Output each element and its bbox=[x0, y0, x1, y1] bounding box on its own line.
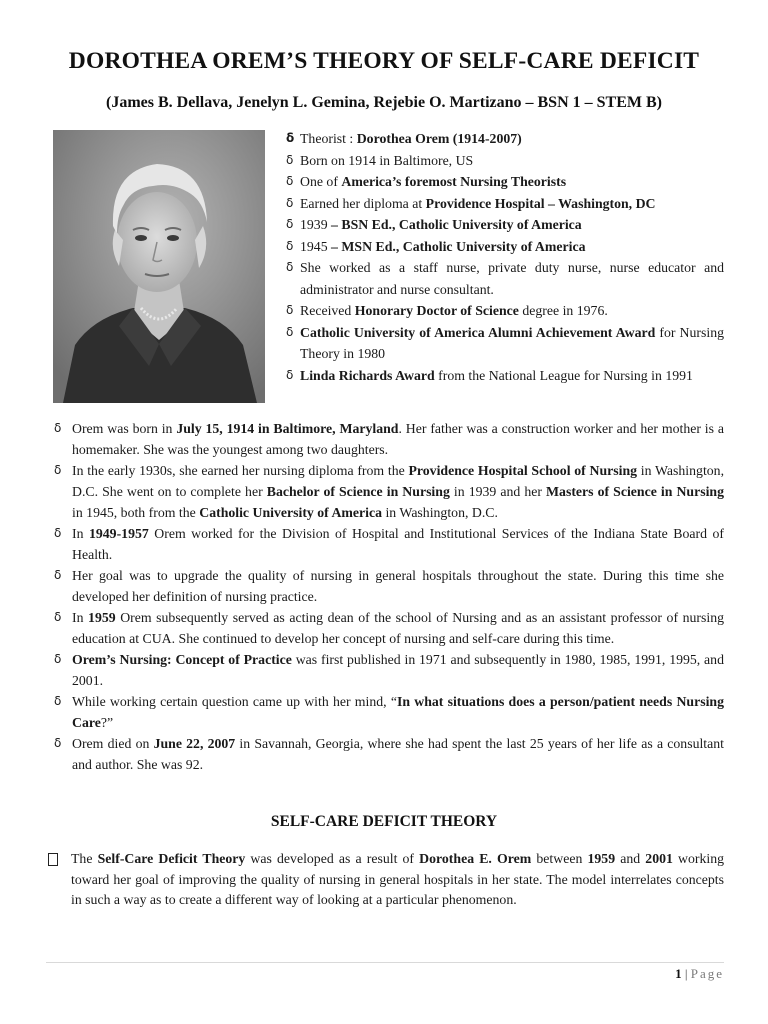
delta-bullet-icon: δ bbox=[286, 217, 294, 231]
bio-text: In the early 1930s, she earned her nursing diploma from the Providence Hospital School of Nursing in Washington, D.C. She went on to complete her Bachelor of Science in Nursing in 1939 and her Masters of Science in Nursing in 1945, both from the Catholic University of America in Washington, D.C. bbox=[72, 463, 725, 520]
bio-item bbox=[54, 691, 724, 733]
fact-text: Earned her diploma at Providence Hospital – Washington, DC bbox=[300, 195, 656, 211]
delta-bullet-icon: δ bbox=[54, 568, 62, 582]
fact-text: 1939 – BSN Ed., Catholic University of America bbox=[300, 217, 582, 232]
section-heading: SELF-CARE DEFICIT THEORY bbox=[270, 813, 498, 830]
fact-text: Received Honorary Doctor of Science degree in 1976. bbox=[300, 303, 608, 318]
fact-text: 1945 – MSN Ed., Catholic University of America bbox=[300, 238, 586, 254]
facts-list bbox=[286, 128, 724, 386]
bio-text: Her goal was to upgrade the quality of nursing in general hospitals throughout the state. During this time she developed her definition of nursing practice. bbox=[72, 568, 724, 604]
document-title: DOROTHEA OREM’S THEORY OF SELF-CARE DEFICIT bbox=[68, 48, 700, 74]
fact-item bbox=[286, 171, 724, 193]
fact-text: Born on 1914 in Baltimore, US bbox=[300, 152, 474, 168]
fact-item bbox=[286, 128, 724, 150]
bio-item bbox=[54, 649, 724, 691]
fact-item bbox=[286, 322, 724, 365]
page-separator: | bbox=[681, 966, 691, 981]
bio-item bbox=[54, 418, 724, 460]
delta-bullet-icon: δ bbox=[286, 367, 294, 382]
bio-item bbox=[54, 607, 724, 649]
delta-bullet-icon: δ bbox=[54, 610, 62, 624]
footer-divider bbox=[46, 962, 724, 963]
fact-text: Theorist : Dorothea Orem (1914-2007) bbox=[300, 131, 522, 146]
fact-item bbox=[286, 236, 724, 258]
portrait-photo bbox=[53, 130, 265, 403]
delta-bullet-icon: δ bbox=[286, 174, 294, 188]
page-word: Page bbox=[690, 966, 724, 981]
intro-paragraph bbox=[48, 849, 724, 911]
page-footer bbox=[675, 966, 724, 982]
delta-bullet-icon: δ bbox=[286, 238, 294, 253]
fact-item bbox=[286, 214, 724, 236]
bio-text: Orem died on June 22, 2007 in Savannah, Georgia, where she had spent the last 25 years of her life as a consultant and author. She was 92. bbox=[72, 736, 724, 772]
delta-bullet-icon: δ bbox=[286, 303, 294, 317]
delta-bullet-icon: δ bbox=[286, 324, 294, 339]
delta-bullet-icon: δ bbox=[54, 736, 62, 750]
bio-text: Orem was born in July 15, 1914 in Baltimore, Maryland. Her father was a construction worker and her mother is a homemaker. She was the youngest among two daughters. bbox=[72, 421, 724, 457]
bio-item bbox=[54, 733, 724, 775]
fact-item bbox=[286, 257, 724, 300]
authors-line: (James B. Dellava, Jenelyn L. Gemina, Rejebie O. Martizano – BSN 1 – STEM B) bbox=[106, 94, 662, 111]
fact-item bbox=[286, 300, 724, 322]
page-number: 1 bbox=[675, 966, 682, 981]
bio-item bbox=[54, 565, 724, 607]
delta-bullet-icon: δ bbox=[286, 260, 294, 274]
square-bullet-icon bbox=[48, 853, 58, 866]
bio-item bbox=[54, 523, 724, 565]
delta-bullet-icon: δ bbox=[286, 195, 294, 210]
delta-bullet-icon: δ bbox=[54, 694, 62, 708]
bio-text: Orem’s Nursing: Concept of Practice was first published in 1971 and subsequently in 1980, 1985, 1991, 1995, and 2001. bbox=[72, 652, 724, 688]
fact-text: One of America’s foremost Nursing Theorists bbox=[300, 174, 567, 189]
fact-item bbox=[286, 150, 724, 172]
fact-text: She worked as a staff nurse, private duty nurse, nurse educator and administrator and nurse consultant. bbox=[300, 260, 724, 297]
delta-bullet-icon: δ bbox=[54, 652, 62, 666]
intro-text: The Self-Care Deficit Theory was developed as a result of Dorothea E. Orem between 1959 and 2001 working toward her goal of improving the quality of nursing in general hospitals in her state. The model interrelates concepts in such a way as to create a different way of looking at a particular phenomenon. bbox=[71, 851, 725, 907]
biography-list bbox=[54, 418, 724, 775]
bio-item bbox=[54, 460, 724, 523]
delta-bullet-icon: δ bbox=[54, 463, 62, 477]
bio-text: In 1949-1957 Orem worked for the Division of Hospital and Institutional Services of the Indiana State Board of Health. bbox=[72, 526, 724, 562]
bio-text: In 1959 Orem subsequently served as acting dean of the school of Nursing and as an assistant professor of nursing education at CUA. She continued to develop her concept of nursing and self-care during this time. bbox=[72, 610, 724, 646]
delta-bullet-icon: δ bbox=[54, 526, 62, 540]
delta-bullet-icon: δ bbox=[286, 152, 294, 167]
fact-text: Linda Richards Award from the National League for Nursing in 1991 bbox=[300, 367, 693, 383]
fact-text: Catholic University of America Alumni Achievement Award for Nursing Theory in 1980 bbox=[300, 324, 724, 361]
bio-text: While working certain question came up with her mind, “In what situations does a person/patient needs Nursing Care?” bbox=[72, 694, 724, 730]
delta-bullet-icon: δ bbox=[54, 421, 62, 435]
fact-item bbox=[286, 365, 724, 387]
delta-bullet-icon: δ bbox=[286, 131, 295, 145]
fact-item bbox=[286, 193, 724, 215]
